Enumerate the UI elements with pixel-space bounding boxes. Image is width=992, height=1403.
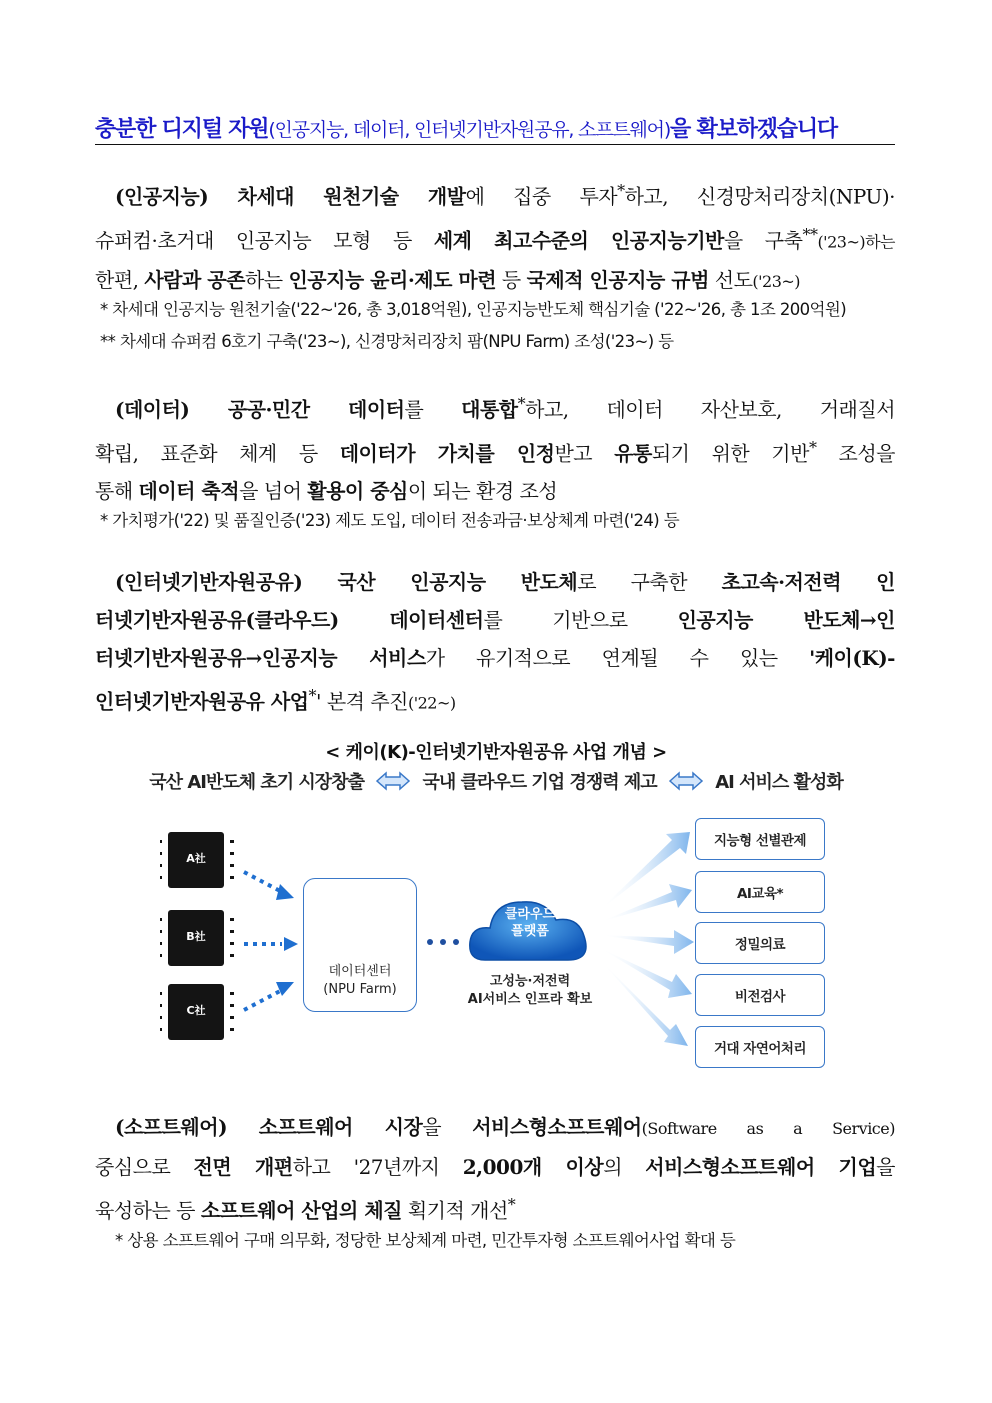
ai-l2-c: 을 구축 — [723, 228, 803, 253]
sw-l1-b: 을 — [422, 1115, 473, 1139]
double-arrow-icon — [668, 771, 704, 791]
chip-arrows — [244, 872, 282, 1010]
cloud-l4-b: ' 본격 추진 — [315, 689, 408, 714]
datacenter-title: 데이터센터 — [328, 964, 392, 979]
ai-l3-c: 하는 — [244, 268, 289, 293]
figure-subtitle — [0, 768, 992, 794]
ai-l1-b: 에 집중 투자 — [465, 184, 618, 209]
heading-bold-end: 을 확보하겠습니다 — [670, 117, 837, 142]
cloud-l2-b: 를 기반으로 — [483, 608, 678, 632]
ai-l1-c: 하고, 신경망처리장치(NPU)· — [624, 184, 895, 209]
cloud-l3-a: 터넷기반자원공유→인공지능 서비스 — [95, 646, 426, 670]
data-l3-d: 활용이 중심 — [307, 479, 408, 504]
ai-l3-g: 선도 — [708, 268, 753, 293]
ai-note-2: ** 차세대 슈퍼컴 6호기 구축('23~), 신경망처리장치 팜(NPU Farm) 조성('23~) 등 — [100, 332, 674, 351]
chip-b — [168, 910, 224, 966]
sw-l1-d: (Software as a Service) — [641, 1119, 895, 1138]
service-box: 지능형 선별관제 — [695, 818, 825, 860]
cloud-l2-c: 인공지능 반도체→인 — [677, 608, 895, 632]
service-box: 비전검사 — [695, 974, 825, 1016]
infra-label — [460, 973, 600, 1009]
heading-paren: (인공지능, 데이터, 인터넷기반자원공유, 소프트웨어) — [268, 119, 671, 141]
sw-l1-a: (소프트웨어) 소프트웨어 시장 — [115, 1115, 423, 1139]
chip-c-label: C社 — [186, 1004, 206, 1017]
data-l2-c: 받고 — [554, 441, 615, 466]
chip-a — [168, 832, 224, 888]
infra-l2: AI서비스 인프라 확보 — [467, 992, 593, 1007]
cloud-l4-c: ('22~) — [407, 693, 456, 713]
data-note: * 가치평가('22) 및 품질인증('23) 제도 도입, 데이터 전송과금·보상체계 마련('24) 등 — [100, 511, 680, 530]
data-l2-b: 데이터가 가치를 인정 — [339, 441, 555, 466]
chip-a-label: A社 — [186, 852, 206, 865]
ai-l3-e: 등 — [496, 268, 527, 293]
sw-l3-a: 육성하는 등 — [95, 1198, 201, 1223]
ai-l3-h: ('23~) — [752, 272, 801, 292]
chip-c — [168, 984, 224, 1040]
sw-l2-a: 중심으로 — [95, 1155, 194, 1179]
ai-l2-b: 세계 최고수준의 인공지능기반 — [433, 228, 724, 253]
double-arrow-icon — [375, 771, 411, 791]
sw-l1-c: 서비스형소프트웨어 — [472, 1115, 642, 1139]
service-box: 정밀의료 — [695, 922, 825, 964]
cloud-l2-a: 터넷기반자원공유(클라우드) 데이터센터 — [95, 608, 484, 632]
cloud-paragraph: (인터넷기반자원공유) 국산 인공지능 반도체로 구축한 초고속·저전력 인 터넷기반자원공유(클라우드) 데이터센터를 기반으로 인공지능 반도체→인 터넷기반자원공유→인공지능 서비스가 유기적으로 연계될 수 있는 '케이(K)- 인터넷기반자원공유 사업*' 본격 추진('22~) — [95, 570, 895, 714]
heading-bold-start: 충분한 디지털 자원 — [95, 117, 269, 142]
ai-paragraph: (인공지능) 차세대 원천기술 개발에 집중 투자*하고, 신경망처리장치(NPU)· 슈퍼컴·초거대 인공지능 모형 등 세계 최고수준의 인공지능기반을 구축**('23~)하는 한편, 사람과 공존하는 인공지능 윤리·제도 마련 등 국제적 인공지능 규범 선도('23~) — [95, 181, 895, 293]
data-l1-d: 하고, 데이터 자산보호, 거래질서 — [525, 397, 896, 422]
data-paragraph: (데이터) 공공·민간 데이터를 대통합*하고, 데이터 자산보호, 거래질서 확립, 표준화 체계 등 데이터가 가치를 인정받고 유통되기 위한 기반* 조성을 통해 데이터 축적을 넘어 활용이 중심이 되는 환경 조성 — [95, 394, 896, 504]
ai-l3-b: 사람과 공존 — [144, 268, 245, 293]
sw-note: * 상용 소프트웨어 구매 의무화, 정당한 보상체계 마련, 민간투자형 소프트웨어사업 확대 등 — [115, 1231, 736, 1250]
ai-note-1: * 차세대 인공지능 원천기술('22~'26, 총 3,018억원), 인공지능반도체 핵심기술 ('22~'26, 총 1조 200억원) — [100, 300, 847, 319]
service-box: AI교육* — [695, 871, 825, 913]
cloud-l1-b: 로 구축한 — [577, 570, 722, 594]
ai-l2-d: ('23~)하는 — [817, 232, 895, 252]
cloud-l1-a: (인터넷기반자원공유) 국산 인공지능 반도체 — [115, 570, 578, 594]
data-l2-d: 유통 — [614, 441, 652, 466]
infra-l1: 고성능·저전력 — [489, 974, 571, 989]
concept-diagram — [160, 810, 840, 1080]
sw-l2-g: 을 — [876, 1155, 895, 1179]
data-l3-b: 데이터 축적 — [138, 479, 240, 504]
figure-title: < 케이(K)-인터넷기반자원공유 사업 개념 > — [325, 742, 667, 763]
cloud-l3-c: '케이(K)- — [809, 646, 895, 670]
sw-l3-c: 획기적 개선 — [401, 1198, 508, 1223]
data-l2-f: 조성을 — [816, 441, 895, 466]
ai-l2-a: 슈퍼컴·초거대 인공지능 모형 등 — [95, 228, 434, 253]
data-l1-c: 대통합 — [461, 397, 518, 422]
data-l3-e: 이 되는 환경 조성 — [407, 479, 558, 504]
data-l1-a: (데이터) 공공·민간 데이터 — [115, 397, 405, 422]
fan-arrows — [600, 832, 694, 1046]
data-l3-c: 을 넘어 — [239, 479, 308, 504]
datacenter-subtitle: (NPU Farm) — [323, 982, 397, 997]
sw-l2-e: 의 — [603, 1155, 646, 1179]
sw-l2-b: 전면 개편 — [193, 1155, 293, 1179]
section-heading — [95, 112, 895, 143]
ai-l1-a: (인공지능) 차세대 원천기술 개발 — [115, 184, 466, 209]
service-box: 거대 자연어처리 — [695, 1026, 825, 1068]
cloud-platform-l1: 클라우드 — [504, 907, 556, 922]
cloud-platform-label — [470, 906, 590, 940]
connector-dots — [427, 939, 459, 945]
data-l2-a: 확립, 표준화 체계 등 — [95, 441, 340, 466]
cloud-l4-a: 인터넷기반자원공유 사업 — [95, 689, 309, 714]
sw-paragraph: (소프트웨어) 소프트웨어 시장을 서비스형소프트웨어(Software as a Service) 중심으로 전면 개편하고 '27년까지 2,000개 이상의 서비스형소프트웨어 기업을 육성하는 등 소프트웨어 산업의 체질 획기적 개선* — [95, 1115, 895, 1223]
sw-l2-c: 하고 '27년까지 — [292, 1155, 463, 1179]
sw-l2-f: 서비스형소프트웨어 기업 — [645, 1155, 877, 1179]
ai-l3-d: 인공지능 윤리·제도 마련 — [288, 268, 497, 293]
chip-b-label: B社 — [186, 930, 206, 943]
arrowheads — [276, 884, 298, 996]
datacenter-box — [303, 878, 417, 1012]
sw-l2-d: 2,000개 이상 — [462, 1155, 604, 1179]
figure-sub-2: 국내 클라우드 기업 경쟁력 제고 — [422, 772, 657, 793]
figure-sub-1: 국산 AI반도체 초기 시장창출 — [149, 772, 364, 793]
datacenter-label — [304, 963, 416, 999]
cloud-l1-c: 초고속·저전력 인 — [721, 570, 895, 594]
cloud-l3-b: 가 유기적으로 연계될 수 있는 — [425, 646, 810, 670]
figure-sub-3: AI 서비스 활성화 — [715, 772, 843, 793]
ai-l3-a: 한편, — [95, 268, 145, 293]
data-l3-a: 통해 — [95, 479, 139, 504]
sw-l3-b: 소프트웨어 산업의 체질 — [200, 1198, 402, 1223]
heading-underline — [95, 144, 895, 145]
data-l2-e: 되기 위한 기반 — [651, 441, 809, 466]
data-l1-b: 를 — [404, 397, 462, 422]
ai-l3-f: 국제적 인공지능 규범 — [526, 268, 709, 293]
cloud-platform-l2: 플랫폼 — [511, 924, 549, 939]
